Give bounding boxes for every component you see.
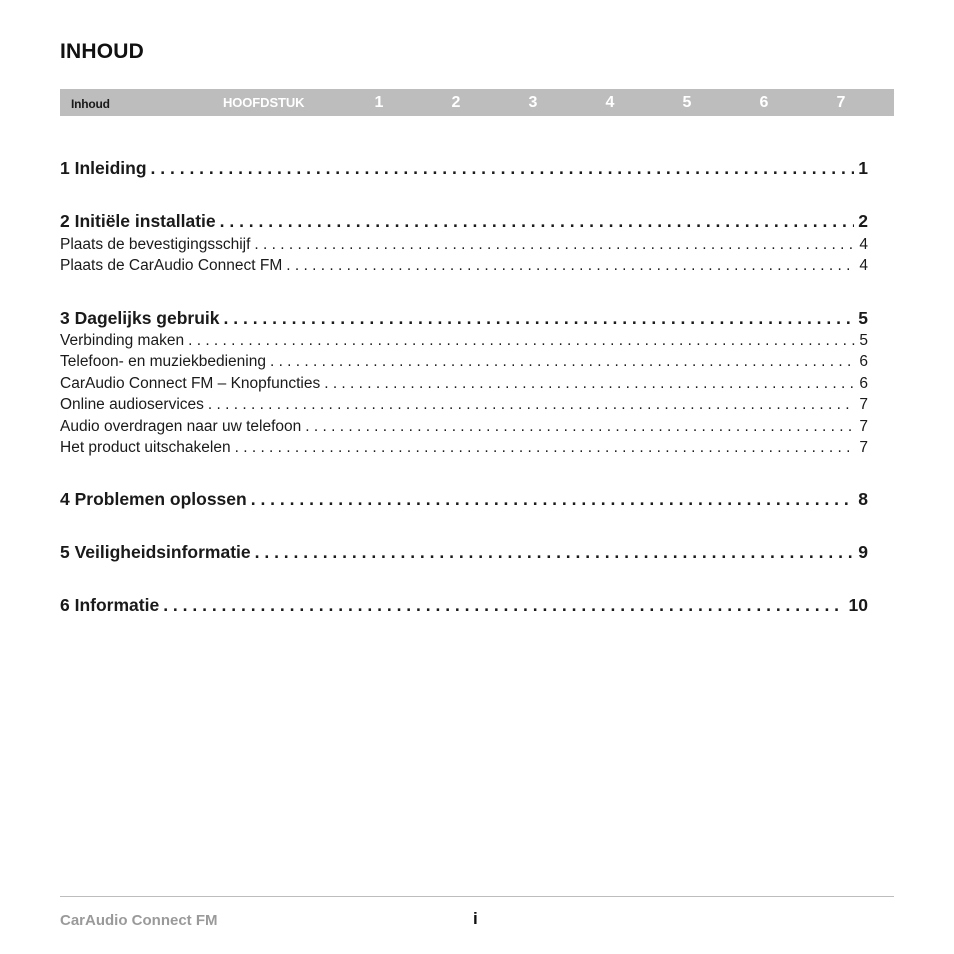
- toc-chapter-2[interactable]: [60, 211, 868, 232]
- toc-section-2-2[interactable]: [60, 257, 868, 275]
- toc-page-number: 5: [859, 332, 868, 349]
- toc-entry-label: Audio overdragen naar uw telefoon: [60, 418, 302, 435]
- nav-chapter-7[interactable]: 7: [836, 94, 846, 111]
- toc-section-3-6[interactable]: [60, 439, 868, 457]
- toc-section-3-3[interactable]: [60, 375, 868, 393]
- toc-section-3-5[interactable]: [60, 418, 868, 436]
- nav-home-link[interactable]: Inhoud: [71, 97, 110, 111]
- toc-page-number: 2: [858, 211, 868, 231]
- toc-section-2-1[interactable]: [60, 236, 868, 254]
- toc-entry-label: Online audioservices: [60, 396, 204, 413]
- toc-leader: [305, 418, 855, 436]
- toc-leader: [324, 375, 855, 393]
- toc-page-number: 6: [859, 353, 868, 370]
- toc-entry-label: 3 Dagelijks gebruik: [60, 308, 220, 328]
- nav-chapter-2[interactable]: 2: [451, 94, 461, 111]
- page-title: INHOUD: [60, 40, 145, 63]
- toc-entry-label: 5 Veiligheidsinformatie: [60, 542, 251, 562]
- toc-chapter-3[interactable]: [60, 308, 868, 329]
- toc-leader: [251, 489, 855, 510]
- nav-chapter-1[interactable]: 1: [374, 94, 384, 111]
- toc-entry-label: Plaats de bevestigingsschijf: [60, 236, 251, 253]
- toc-entry-label: 2 Initiële installatie: [60, 211, 216, 231]
- toc-entry-label: Plaats de CarAudio Connect FM: [60, 257, 283, 274]
- toc-leader: [224, 308, 855, 329]
- toc-leader: [235, 439, 856, 457]
- toc-chapter-1[interactable]: [60, 158, 868, 179]
- toc-page-number: 1: [858, 158, 868, 178]
- toc-leader: [188, 332, 855, 350]
- toc-entry-label: CarAudio Connect FM – Knopfuncties: [60, 375, 321, 392]
- toc-entry-label: Het product uitschakelen: [60, 439, 231, 456]
- toc-leader: [151, 158, 855, 179]
- toc-page-number: 4: [859, 257, 868, 274]
- toc-entry-label: 1 Inleiding: [60, 158, 147, 178]
- toc-leader: [208, 396, 855, 414]
- toc-leader: [286, 257, 855, 275]
- toc-page-number: 10: [848, 595, 868, 615]
- toc-chapter-5[interactable]: [60, 542, 868, 563]
- toc-leader: [220, 211, 855, 232]
- toc-leader: [255, 542, 855, 563]
- toc-leader: [163, 595, 844, 616]
- nav-chapter-5[interactable]: 5: [682, 94, 692, 111]
- toc-section-3-2[interactable]: [60, 353, 868, 371]
- nav-chapter-3[interactable]: 3: [528, 94, 538, 111]
- toc-chapter-4[interactable]: [60, 489, 868, 510]
- nav-chapter-4[interactable]: 4: [605, 94, 615, 111]
- toc-leader: [254, 236, 855, 254]
- toc-entry-label: 4 Problemen oplossen: [60, 489, 247, 509]
- footer-divider: [60, 896, 894, 897]
- toc-entry-label: Telefoon- en muziekbediening: [60, 353, 266, 370]
- toc-page-number: 8: [858, 489, 868, 509]
- toc-page-number: 6: [859, 375, 868, 392]
- footer-page-number: i: [473, 909, 478, 928]
- toc-page-number: 7: [859, 439, 868, 456]
- toc-entry-label: Verbinding maken: [60, 332, 185, 349]
- nav-chapter-6[interactable]: 6: [759, 94, 769, 111]
- footer-product-name: CarAudio Connect FM: [60, 912, 218, 929]
- toc-chapter-6[interactable]: [60, 595, 868, 616]
- toc-section-3-1[interactable]: [60, 332, 868, 350]
- toc-page-number: 5: [858, 308, 868, 328]
- toc-page-number: 4: [859, 236, 868, 253]
- toc-page-number: 7: [859, 418, 868, 435]
- toc-page-number: 7: [859, 396, 868, 413]
- nav-chapter-label: HOOFDSTUK: [223, 95, 305, 110]
- toc-entry-label: 6 Informatie: [60, 595, 160, 615]
- toc-page-number: 9: [858, 542, 868, 562]
- chapter-nav-bar: [60, 89, 894, 116]
- toc-leader: [270, 353, 855, 371]
- toc-section-3-4[interactable]: [60, 396, 868, 414]
